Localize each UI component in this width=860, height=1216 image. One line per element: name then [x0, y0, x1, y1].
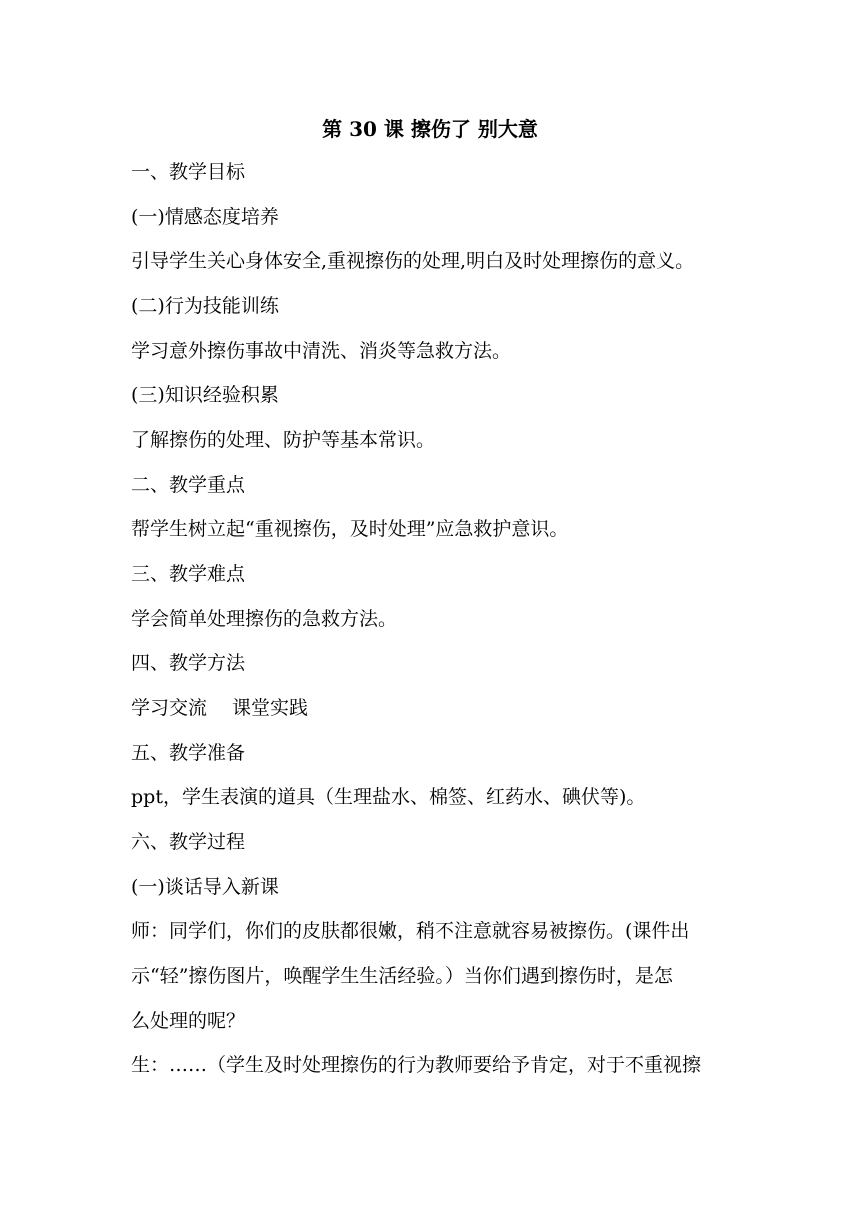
paragraph-line: ppt，学生表演的道具（生理盐水、棉签、红药水、碘伏等)。	[131, 786, 646, 808]
heading-difficulties: 三、教学难点	[131, 563, 246, 585]
subheading-behavior: (二)行为技能训练	[131, 295, 279, 317]
paragraph-line: 帮学生树立起“重视擦伤，及时处理”应急救护意识。	[131, 518, 569, 540]
document-title: 第 30 课 擦伤了 别大意	[322, 117, 538, 141]
subheading-intro: (一)谈话导入新课	[131, 876, 279, 898]
subheading-emotion: (一)情感态度培养	[131, 206, 279, 228]
paragraph-line: 生：……（学生及时处理擦伤的行为教师要给予肯定，对于不重视擦	[131, 1054, 702, 1076]
paragraph-line: 么处理的呢？	[131, 1010, 246, 1032]
heading-preparation: 五、教学准备	[131, 742, 246, 764]
heading-methods: 四、教学方法	[131, 652, 246, 674]
paragraph-line: 了解擦伤的处理、防护等基本常识。	[131, 429, 436, 451]
subheading-knowledge: (三)知识经验积累	[131, 384, 279, 406]
paragraph-line: 学习意外擦伤事故中清洗、消炎等急救方法。	[131, 340, 512, 362]
heading-teaching-goals: 一、教学目标	[131, 161, 246, 183]
paragraph-line: 师：同学们，你们的皮肤都很嫩，稍不注意就容易被擦伤。(课件出	[131, 920, 690, 942]
paragraph-line: 引导学生关心身体安全,重视擦伤的处理,明白及时处理擦伤的意义。	[131, 250, 695, 272]
heading-process: 六、教学过程	[131, 831, 246, 853]
paragraph-line: 学习交流 课堂实践	[131, 697, 309, 719]
paragraph-line: 示“轻”擦伤图片，唤醒学生生活经验。）当你们遇到擦伤时，是怎	[131, 965, 673, 987]
paragraph-line: 学会简单处理擦伤的急救方法。	[131, 608, 398, 630]
heading-key-points: 二、教学重点	[131, 474, 246, 496]
